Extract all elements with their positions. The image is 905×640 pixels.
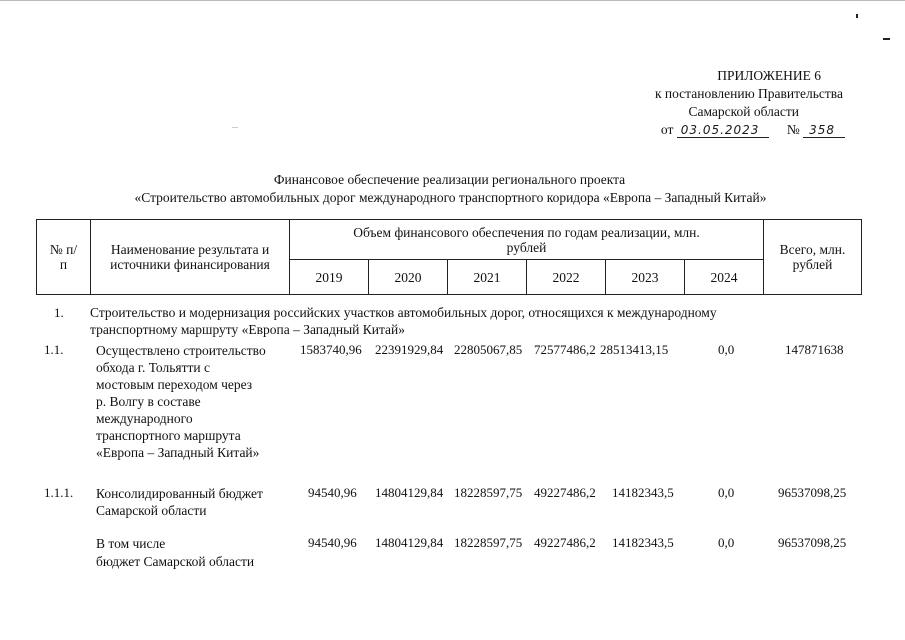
value-2022: 49227486,2 [534, 485, 596, 500]
section-num: 1. [54, 305, 64, 320]
header-volume: Объем финансового обеспечения по годам реализации, млн. рублей [290, 220, 764, 260]
value-2020: 14804129,84 [375, 485, 444, 500]
header-year-2021: 2021 [448, 260, 527, 295]
header-year-2019: 2019 [290, 260, 369, 295]
value-total: 96537098,25 [778, 485, 847, 500]
row-num: 1.1. [44, 342, 64, 357]
section-line1: Строительство и модернизация российских участков автомобильных дорог, относящихся к международному [90, 305, 717, 320]
value-2021: 22805067,85 [454, 342, 523, 357]
scan-mark-top [0, 0, 905, 1]
value-2020: 14804129,84 [375, 535, 444, 550]
row-name: Консолидированный бюджет Самарской области [96, 486, 263, 518]
row-num: 1.1.1. [44, 485, 74, 500]
value-2019: 94540,96 [308, 485, 357, 500]
appendix-line2: к постановлению Правительства [654, 86, 843, 101]
value-2022: 49227486,2 [534, 535, 596, 550]
date-handwritten: 03.05.2023 [677, 123, 770, 138]
value-2022: 72577486,2 [534, 342, 596, 357]
scan-speck [232, 127, 238, 128]
value-2021: 18228597,75 [454, 485, 523, 500]
value-2019: 1583740,96 [300, 342, 362, 357]
row-name: Осуществлено строительство обхода г. Тольятти с мостовым переходом через р. Волгу в составе международного транспортного маршрута «Европа – Западный Китай» [96, 343, 266, 460]
date-prefix: от [660, 122, 674, 137]
value-2019: 94540,96 [308, 535, 357, 550]
value-total: 96537098,25 [778, 535, 847, 550]
value-2023: 28513413,15 [600, 342, 669, 357]
scan-dot-right [856, 14, 858, 18]
appendix-date-line [661, 122, 845, 138]
number-handwritten: 358 [803, 123, 845, 138]
value-2020: 22391929,84 [375, 342, 444, 357]
value-2024: 0,0 [718, 535, 735, 550]
value-total: 147871638 [785, 342, 844, 357]
value-2023: 14182343,5 [612, 485, 674, 500]
appendix-title: ПРИЛОЖЕНИЕ 6 [717, 68, 821, 83]
appendix-line3: Самарской области [688, 104, 799, 119]
value-2024: 0,0 [718, 342, 735, 357]
doc-title-line1: Финансовое обеспечение реализации регионального проекта [273, 172, 626, 187]
row-name: В том числе бюджет Самарской области [96, 536, 255, 569]
number-prefix: № [786, 122, 800, 137]
scan-dash-right [883, 38, 890, 40]
header-num: № п/п [37, 220, 91, 295]
section-line2: транспортному маршруту «Европа – Западный Китай» [90, 322, 406, 337]
value-2024: 0,0 [718, 485, 735, 500]
header-year-2022: 2022 [527, 260, 606, 295]
header-year-2023: 2023 [606, 260, 685, 295]
value-2023: 14182343,5 [612, 535, 674, 550]
header-total: Всего, млн. рублей [764, 220, 862, 295]
value-2021: 18228597,75 [454, 535, 523, 550]
header-name: Наименование результата и источники финансирования [91, 220, 290, 295]
header-year-2024: 2024 [685, 260, 764, 295]
header-year-2020: 2020 [369, 260, 448, 295]
doc-title-line2: «Строительство автомобильных дорог международного транспортного коридора «Европа – Западный Китай» [134, 190, 767, 205]
header-table [36, 219, 862, 295]
